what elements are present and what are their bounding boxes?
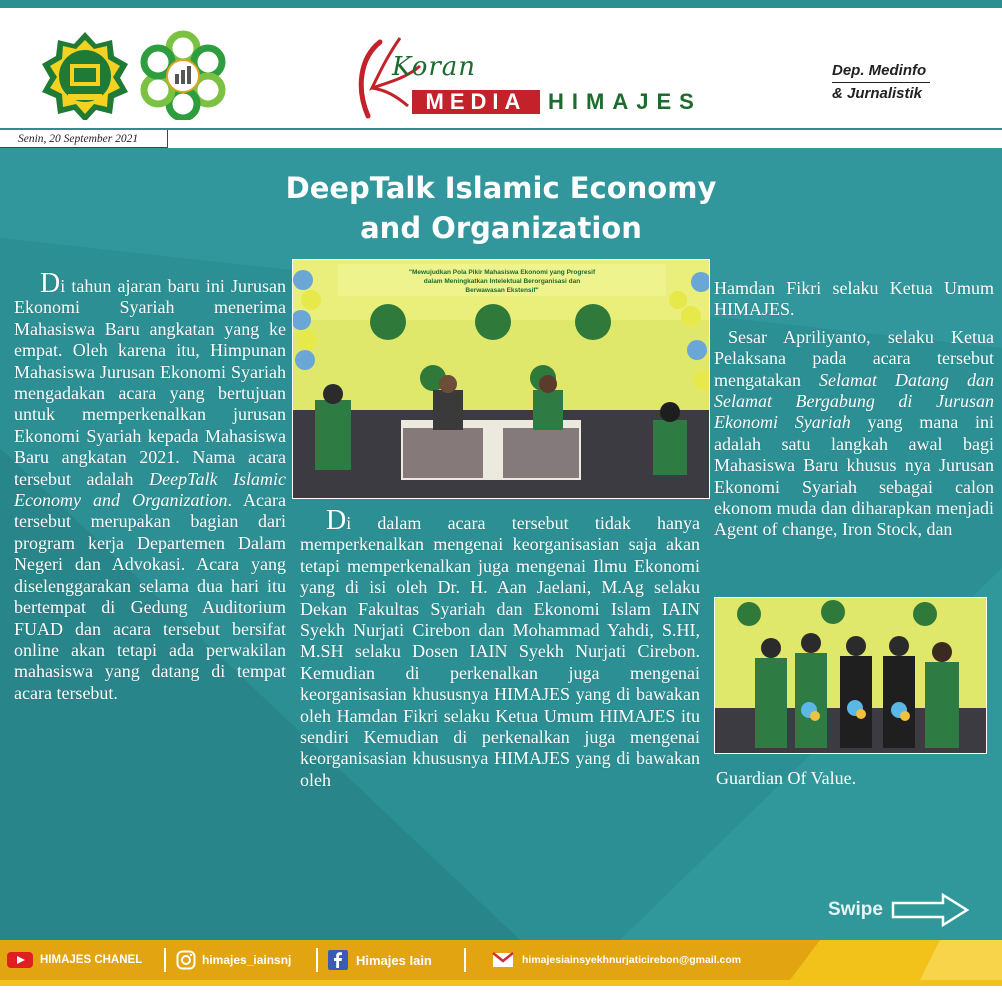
facebook-link[interactable] bbox=[328, 940, 432, 980]
column-3-paragraph bbox=[714, 327, 994, 541]
event-name-italic: DeepTalk Islamic Economy and Organization bbox=[14, 468, 286, 511]
brand-himajes: HIMAJES bbox=[548, 89, 702, 114]
article-column-2 bbox=[300, 505, 700, 791]
bottom-accent-bar bbox=[0, 980, 1002, 986]
welcome-quote-italic: Selamat Datang dan Selamat Bergabung di Jurusan Ekonomi Syariah bbox=[714, 369, 994, 433]
column-2-text: i dalam acara tersebut tidak hanya memperkenalkan mengenai keorganisasian saja akan tetapi memperkenalkan juga mengenai Ilmu Ekonomi yang di isi oleh Dr. H. Aan Jaelani, M.Ag selaku Dekan Fakultas Syariah dan Ekonomi Islam IAIN Syekh Nurjati Cirebon dan Mohammad Yahdi, S.HI, M.SH selaku Dosen IAIN Syekh Nurjati Cirebon. Kemudian di perkenalkan juga mengenai keorganisasian khususnya HIMAJES yang di bawakan oleh Hamdan Fikri selaku Ketua Umum HIMAJES itu sendiri Kemudian di perkenalkan juga mengenai keorganisasian khususnya HIMAJES yang di bawakan oleh bbox=[300, 513, 700, 790]
swipe-hint[interactable] bbox=[828, 892, 971, 928]
department-line-2: & Jurnalistik bbox=[832, 85, 923, 102]
arrow-right-icon bbox=[891, 892, 971, 928]
column-1-paragraph bbox=[14, 268, 286, 704]
youtube-icon bbox=[6, 950, 34, 970]
swipe-label: Swipe bbox=[828, 899, 883, 920]
event-stage-illustration bbox=[293, 260, 710, 499]
footer-divider bbox=[464, 948, 466, 972]
article-title bbox=[0, 168, 1002, 248]
column-1-text: i tahun ajaran baru ini Jurusan Ekonomi Syariah menerima Mahasiswa Baru angkatan yang ke empat. Oleh karena itu, Himpunan Mahasiswa Jurusan Ekonomi Syariah mengadakan acara yang bertujuan untuk memperkenalkan jurusan Ekonomi Syariah kepada Mahasiswa Baru angkatan 2021. Nama acara tersebut adalah bbox=[14, 276, 286, 489]
brand-koran-text: Koran bbox=[392, 52, 477, 82]
instagram-label: himajes_iainsnj bbox=[202, 953, 292, 967]
column-3-text-end: yang mana ini adalah satu langkah awal bagi Mahasiswa Baru khusus nya Jurusan Ekonomi Syariah sebagai calon ekonom muda dan diharapkan menjadi Agent of change, Iron Stock, dan bbox=[714, 412, 994, 540]
email-link[interactable] bbox=[492, 940, 741, 980]
footer-divider bbox=[164, 948, 166, 972]
email-label: himajesiainsyekhnurjaticirebon@gmail.com bbox=[522, 954, 742, 966]
event-stage-photo bbox=[292, 259, 710, 499]
footer bbox=[0, 940, 1002, 980]
youtube-link[interactable] bbox=[6, 940, 142, 980]
youtube-label: HIMAJES CHANEL bbox=[40, 954, 143, 966]
group-photo-illustration bbox=[715, 598, 987, 754]
article-title-line-2: and Organization bbox=[360, 211, 642, 245]
column-2-paragraph bbox=[300, 505, 700, 791]
article-column-3 bbox=[714, 278, 994, 541]
top-stripe bbox=[0, 0, 1002, 8]
group-photo bbox=[714, 597, 987, 754]
institute-seal-logo bbox=[40, 30, 130, 120]
mail-icon bbox=[492, 952, 514, 968]
bottom-strip bbox=[0, 980, 1002, 1002]
department-label bbox=[832, 60, 930, 105]
stage-banner-text: dalam Meningkatkan Intelektual Berorganisasi dan bbox=[423, 278, 581, 285]
column-3-intro: Hamdan Fikri selaku Ketua Umum HIMAJES. bbox=[714, 278, 994, 320]
column-3-closing: Guardian Of Value. bbox=[716, 768, 857, 788]
facebook-icon bbox=[328, 950, 348, 970]
publish-date: Senin, 20 September 2021 bbox=[0, 130, 168, 148]
stage-banner-text: Berwawasan Ekstensif" bbox=[465, 287, 539, 294]
footer-divider bbox=[316, 948, 318, 972]
article-title-line-1: DeepTalk Islamic Economy bbox=[285, 171, 717, 205]
stage-banner-text: "Mewujudkan Pola Pikir Mahasiswa Ekonomi yang Progresif bbox=[408, 269, 596, 276]
column-3-text: Sesar Apriliyanto, selaku Ketua Pelaksana pada acara tersebut mengatakan bbox=[714, 326, 994, 390]
drop-cap: D bbox=[40, 268, 61, 299]
instagram-icon bbox=[176, 950, 196, 970]
column-1-text-end: . Acara tersebut merupakan bagian dari program kerja Departemen Dalam Negeri dan Advokasi. Acara yang diselenggarakan selama dua hari itu bertempat di Gedung Auditorium FUAD dan acara tersebut bersifat online akan tetapi ada perwakilan mahasiswa yang datang di tempat acara tersebut. bbox=[14, 490, 286, 703]
drop-cap: D bbox=[326, 505, 347, 536]
instagram-link[interactable] bbox=[176, 940, 291, 980]
department-line-1: Dep. Medinfo bbox=[832, 60, 930, 83]
header bbox=[0, 8, 1002, 128]
facebook-label: Himajes Iain bbox=[356, 952, 432, 968]
brand-media: MEDIA bbox=[412, 90, 540, 114]
himajes-logo bbox=[138, 30, 228, 120]
date-bar bbox=[0, 128, 1002, 150]
article-column-1 bbox=[14, 268, 286, 704]
